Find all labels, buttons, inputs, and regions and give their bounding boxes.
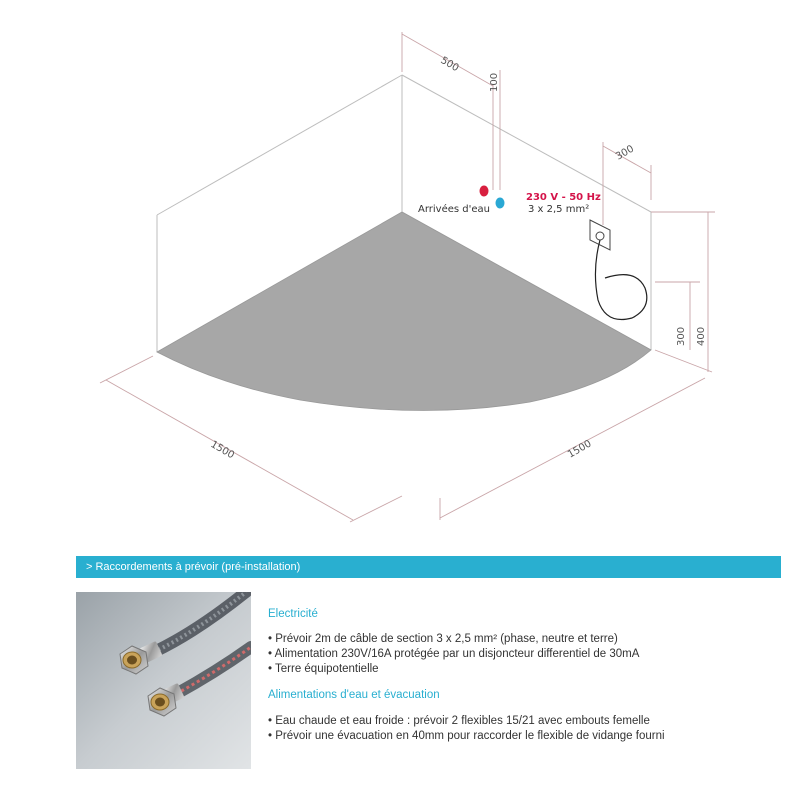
dimension-1500-right: 1500 xyxy=(566,438,594,461)
cable-section-label: 3 x 2,5 mm² xyxy=(528,204,590,215)
connection-details xyxy=(268,606,783,744)
dimension-100: 100 xyxy=(489,72,500,92)
cold-water-inlet-icon xyxy=(496,198,505,209)
power-cable xyxy=(595,240,646,320)
list-item: • Eau chaude et eau froide : prévoir 2 flexibles 15/21 avec embouts femelle xyxy=(268,714,783,729)
hot-water-inlet-icon xyxy=(480,186,489,197)
section-title: > Raccordements à prévoir (pré-installation) xyxy=(86,561,301,573)
list-item: • Prévoir 2m de câble de section 3 x 2,5 mm² (phase, neutre et terre) xyxy=(268,632,783,647)
flexible-hoses-photo xyxy=(76,592,251,769)
dimension-300-top: 300 xyxy=(614,143,637,163)
dimension-300-side: 300 xyxy=(676,326,687,346)
electricity-heading: Electricité xyxy=(268,608,318,620)
water-heading: Alimentations d'eau et évacuation xyxy=(268,689,440,701)
tub-base xyxy=(157,212,651,411)
dimension-500: 500 xyxy=(438,55,461,75)
list-item: • Prévoir une évacuation en 40mm pour raccorder le flexible de vidange fourni xyxy=(268,729,783,744)
list-item: • Terre équipotentielle xyxy=(268,662,783,677)
water-inlets-label: Arrivées d'eau xyxy=(418,204,490,215)
dimension-400-side: 400 xyxy=(696,326,707,346)
section-header xyxy=(76,556,781,578)
dimension-1500-left: 1500 xyxy=(208,439,237,462)
water-list xyxy=(268,714,783,744)
list-item: • Alimentation 230V/16A protégée par un disjoncteur differentiel de 30mA xyxy=(268,647,783,662)
socket xyxy=(590,220,647,320)
electricity-list xyxy=(268,632,783,677)
voltage-label: 230 V - 50 Hz xyxy=(526,192,601,203)
